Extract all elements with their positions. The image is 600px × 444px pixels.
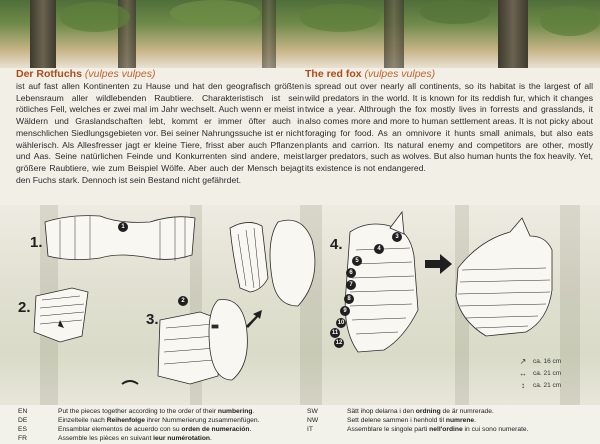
step-number: 1.: [30, 234, 43, 251]
instruction-it: IT Assemblare le singole parti nell'ordine in cui sono numerate.: [307, 426, 529, 433]
step-number: 3.: [146, 311, 159, 328]
arrow-icon: [425, 254, 452, 274]
vertical-arrow-icon: ↕: [521, 381, 525, 390]
instruction-nw: NW Sett delene sammen i henhold til numrene.: [307, 417, 476, 424]
step-number: 2.: [18, 299, 31, 316]
german-latin-name: (vulpes vulpes): [84, 68, 156, 80]
instruction-es: ES Ensamblar elementos de acuerdo con su orden de numeración.: [18, 426, 252, 433]
instruction-sw: SW Sätt ihop delarna i den ordning de är numrerade.: [307, 408, 494, 415]
instruction-fr: FR Assemble les pièces en suivant leur numérotation.: [18, 435, 212, 442]
piece-number-badge: 3: [392, 232, 402, 242]
piece-number-badge: 5: [352, 256, 362, 266]
piece-number-badge: 2: [178, 296, 188, 306]
dimension-depth: ↗ ca. 16 cm: [517, 356, 597, 368]
dimensions-legend: [517, 356, 597, 392]
english-heading: [305, 68, 593, 81]
piece-number-badge: 12: [335, 340, 343, 346]
english-body: is spread out over nearly all continents, so its habitat is the largest of all wild predators in the world. It is known for its reddish fur, which it changes twice a year. Althrough the fox mostly lives in forrests and grasslands, it also comes more and more to human settlement areas. It is not picky about foraging for food. As an omnivore it hunts small animals, but also eats plants and carrion. Its natural enemy and competitors are other, mostly larger predators, such as wolves. But also human hunts the fox heavily. Yet, its existence is not endangered.: [305, 81, 593, 173]
german-title: Der Rotfuchs: [16, 68, 82, 80]
german-column: [16, 68, 304, 186]
piece-number-badge: 4: [374, 244, 384, 254]
finished-fox-head: [456, 218, 552, 336]
instruction-de: DE Einzelteile nach Reihenfolge ihrer Nummerierung zusammenfügen.: [18, 417, 260, 424]
horizontal-arrow-icon: ↔: [519, 369, 527, 378]
dimension-width: ↔ ca. 21 cm: [519, 369, 562, 378]
english-latin-name: (vulpes vulpes): [364, 68, 436, 80]
piece-number-badge: 1: [118, 222, 128, 232]
german-heading: [16, 68, 304, 81]
back-plate: [270, 220, 315, 306]
step-number: 4.: [330, 236, 343, 253]
piece-number-badge: 6: [346, 268, 356, 278]
assembly-illustration: [0, 200, 600, 405]
german-body: ist auf fast allen Kontinenten zu Hause und hat den geografisch größten Lebensraum aller wildlebenden Raubtiere. Charakteristisch ist sein rötliches Fell, welches er zwei mal im Jahr wechselt. Auch wenn er meist in Wäldern und Graslandschaften lebt, kommt er immer öfter auch in menschlichen Siedlungsgebieten vor. Bei seiner Nahrungssuche ist er nicht wählerisch. Als Allesfresser jagt er kleine Tiere, frisst aber auch Pflanzen und Aas. Seine natürlichen Feinde und Konkurrenten sind andere, meist größere Raubtiere, wie zum Beispiel Wölfe. Aber auch der Mensch bejagt den Fuchs stark. Dennoch ist sein Bestand nicht gefährdet.: [16, 81, 304, 185]
english-title: The red fox: [305, 68, 362, 80]
instruction-en: EN Put the pieces together according to the order of their numbering.: [18, 408, 255, 415]
piece-number-badge: 10: [337, 320, 345, 326]
dimension-height: ↕ ca. 21 cm: [517, 380, 597, 392]
arrow-icon: [246, 310, 262, 328]
ear-piece: [230, 222, 268, 292]
english-column: [305, 68, 593, 175]
piece-number-badge: 8: [344, 294, 354, 304]
diagonal-arrow-icon: ↗: [519, 357, 527, 366]
piece-number-badge: 9: [340, 306, 350, 316]
piece-number-badge: 7: [346, 280, 356, 290]
oval-mount: [209, 300, 247, 381]
forest-photo: [0, 0, 600, 68]
piece-number-badge: 11: [331, 330, 339, 336]
multilingual-instructions: [0, 405, 600, 444]
